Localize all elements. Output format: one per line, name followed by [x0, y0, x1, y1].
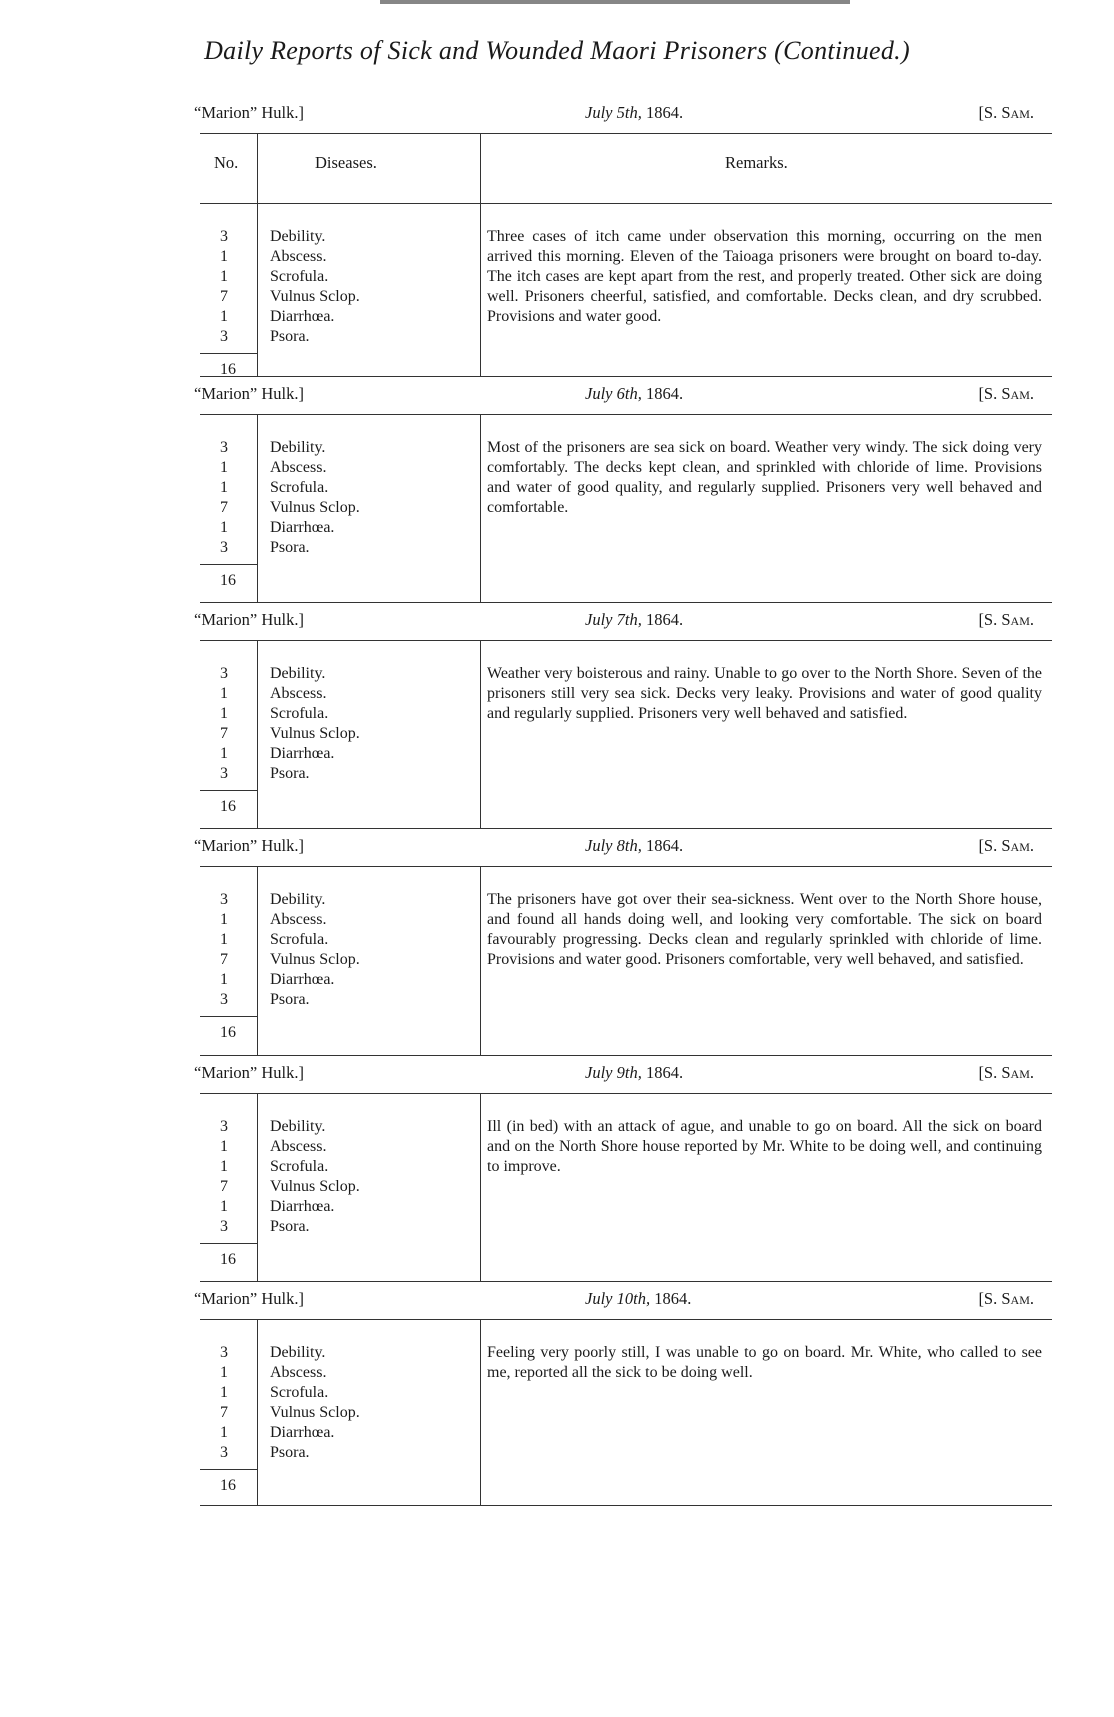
ship-name: “Marion” Hulk.] [194, 103, 304, 122]
ship-name: “Marion” Hulk.] [194, 1063, 304, 1082]
disease-name: Psora. [270, 1218, 310, 1235]
remarks-text: Feeling very poorly still, I was unable to go on board. Mr. White, who called to see me, reported all the sick to be doing well. [487, 1344, 1042, 1381]
case-count: 1 [220, 479, 228, 496]
column-divider-no [257, 866, 258, 1055]
block-end-rule [200, 1505, 1052, 1506]
ship-name: “Marion” Hulk.] [194, 1289, 304, 1308]
remarks-text: Ill (in bed) with an attack of ague, and unable to go on board. All the sick on board and on the North Shore house reported by Mr. White to be doing well, and continuing to improve. [487, 1118, 1042, 1175]
disease-name: Scrofula. [270, 705, 329, 722]
surgeon-signature [978, 1289, 1034, 1309]
surgeon-signature [978, 610, 1034, 630]
remarks-text: Weather very boisterous and rainy. Unable to go over to the North Shore. Seven of the prisoners still very sea sick. Decks very leaky. Provisions and water of good quality and regularly supplied. Prisoners very well behaved and satisfied. [487, 665, 1042, 722]
case-counts [220, 227, 260, 347]
column-divider-no [257, 640, 258, 828]
case-counts [220, 664, 260, 784]
surgeon-signature [978, 1063, 1034, 1083]
block-end-rule [200, 376, 1052, 377]
report-date [585, 836, 683, 856]
case-count: 3 [220, 991, 228, 1008]
report-date-day: July 5th, [585, 103, 642, 122]
header-rule [200, 1319, 1052, 1320]
sum-rule [200, 1243, 257, 1244]
total-count: 16 [220, 1251, 236, 1268]
column-divider-remarks [480, 1319, 481, 1505]
case-count: 1 [220, 519, 228, 536]
sum-rule [200, 1469, 257, 1470]
header-rule [200, 133, 1052, 134]
report-date [585, 610, 683, 630]
report-header [194, 836, 1052, 860]
case-count: 3 [220, 1344, 228, 1361]
signature-initial: [S. [978, 1063, 998, 1082]
block-end-rule [200, 602, 1052, 603]
disease-name: Diarrhœa. [270, 519, 335, 536]
report-date-day: July 10th, [585, 1289, 651, 1308]
disease-name: Psora. [270, 1444, 310, 1461]
case-count: 1 [220, 248, 228, 265]
header-rule [200, 640, 1052, 641]
disease-name: Diarrhœa. [270, 745, 335, 762]
case-count: 1 [220, 1138, 228, 1155]
disease-name: Vulnus Sclop. [270, 499, 360, 516]
disease-name: Debility. [270, 1344, 326, 1361]
header-rule [200, 1093, 1052, 1094]
disease-name: Abscess. [270, 1364, 327, 1381]
signature-name: Sam. [1001, 610, 1034, 629]
report-header [194, 103, 1052, 127]
disease-name: Scrofula. [270, 268, 329, 285]
report-date [585, 384, 683, 404]
disease-name: Scrofula. [270, 1384, 329, 1401]
disease-list [270, 1117, 470, 1237]
case-count: 7 [220, 499, 228, 516]
disease-name: Psora. [270, 539, 310, 556]
signature-name: Sam. [1001, 1063, 1034, 1082]
total-count: 16 [220, 798, 236, 815]
disease-name: Scrofula. [270, 479, 329, 496]
header-rule [200, 866, 1052, 867]
report-date-day: July 6th, [585, 384, 642, 403]
signature-initial: [S. [978, 836, 998, 855]
case-count: 1 [220, 685, 228, 702]
column-divider-no [257, 414, 258, 602]
disease-name: Diarrhœa. [270, 1424, 335, 1441]
disease-name: Abscess. [270, 248, 327, 265]
disease-name: Diarrhœa. [270, 971, 335, 988]
report-header [194, 384, 1052, 408]
case-counts [220, 1117, 260, 1237]
case-count: 1 [220, 1158, 228, 1175]
case-count: 7 [220, 1178, 228, 1195]
remarks-text: Most of the prisoners are sea sick on board. Weather very windy. The sick doing very comfortably. The decks kept clean, and sprinkled with chloride of lime. Provisions and water of good quality, and regularly supplied. Prisoners very well behaved and comfortable. [487, 439, 1042, 516]
report-date-day: July 9th, [585, 1063, 642, 1082]
column-divider-remarks [480, 640, 481, 828]
case-count: 1 [220, 971, 228, 988]
block-end-rule [200, 828, 1052, 829]
report-date-year: 1864. [645, 384, 684, 403]
report-date-year: 1864. [645, 836, 684, 855]
case-count: 7 [220, 951, 228, 968]
disease-list [270, 1343, 470, 1463]
case-count: 3 [220, 439, 228, 456]
case-count: 1 [220, 1198, 228, 1215]
case-count: 3 [220, 891, 228, 908]
case-count: 7 [220, 288, 228, 305]
case-count: 1 [220, 308, 228, 325]
disease-list [270, 438, 470, 558]
block-end-rule [200, 1281, 1052, 1282]
disease-name: Abscess. [270, 459, 327, 476]
report-date [585, 1289, 691, 1309]
signature-initial: [S. [978, 610, 998, 629]
signature-initial: [S. [978, 103, 998, 122]
case-count: 3 [220, 539, 228, 556]
column-divider-no [257, 133, 258, 376]
column-heading-rule [200, 203, 1052, 204]
report-date-year: 1864. [645, 610, 684, 629]
total-count: 16 [220, 572, 236, 589]
remarks-text: The prisoners have got over their sea-sickness. Went over to the North Shore house, and found all hands doing well, and looking very comfortable. The sick on board favourably progressing. Decks clean and regularly sprinkled with chloride of lime. Provisions and water good. Prisoners comfortable, very well behaved, and satisfied. [487, 891, 1042, 968]
signature-name: Sam. [1001, 103, 1034, 122]
disease-name: Diarrhœa. [270, 308, 335, 325]
case-count: 1 [220, 268, 228, 285]
report-header [194, 610, 1052, 634]
ship-name: “Marion” Hulk.] [194, 610, 304, 629]
case-count: 1 [220, 459, 228, 476]
column-divider-remarks [480, 866, 481, 1055]
disease-name: Debility. [270, 665, 326, 682]
disease-name: Vulnus Sclop. [270, 1178, 360, 1195]
disease-name: Vulnus Sclop. [270, 725, 360, 742]
column-heading-remarks: Remarks. [725, 153, 788, 172]
column-divider-no [257, 1093, 258, 1281]
case-count: 1 [220, 745, 228, 762]
case-count: 1 [220, 1364, 228, 1381]
column-divider-remarks [480, 133, 481, 376]
block-end-rule [200, 1055, 1052, 1056]
case-count: 1 [220, 931, 228, 948]
total-count: 16 [220, 1477, 236, 1494]
case-count: 1 [220, 911, 228, 928]
disease-name: Abscess. [270, 911, 327, 928]
column-heading-diseases: Diseases. [315, 153, 377, 172]
disease-name: Vulnus Sclop. [270, 1404, 360, 1421]
case-count: 1 [220, 1424, 228, 1441]
disease-name: Vulnus Sclop. [270, 951, 360, 968]
disease-name: Debility. [270, 891, 326, 908]
case-counts [220, 890, 260, 1010]
sum-rule [200, 790, 257, 791]
surgeon-signature [978, 384, 1034, 404]
report-date-year: 1864. [654, 1289, 692, 1308]
signature-name: Sam. [1001, 836, 1034, 855]
disease-name: Debility. [270, 228, 326, 245]
disease-name: Psora. [270, 991, 310, 1008]
disease-list [270, 227, 470, 347]
disease-name: Debility. [270, 439, 326, 456]
signature-initial: [S. [978, 1289, 998, 1308]
report-date-day: July 8th, [585, 836, 642, 855]
header-rule [200, 414, 1052, 415]
signature-name: Sam. [1001, 384, 1034, 403]
total-count: 16 [220, 361, 236, 378]
case-count: 1 [220, 1384, 228, 1401]
case-count: 3 [220, 665, 228, 682]
disease-name: Abscess. [270, 1138, 327, 1155]
report-date [585, 1063, 683, 1083]
disease-name: Scrofula. [270, 931, 329, 948]
remarks-text: Three cases of itch came under observation this morning, occurring on the men arrived this morning. Eleven of the Taioaga prisoners were brought on board to-day. The itch cases are kept apart from the rest, and properly treated. Other sick are doing well. Prisoners cheerful, satisfied, and comfortable. Decks clean, and dry scrubbed. Provisions and water good. [487, 228, 1042, 325]
disease-list [270, 664, 470, 784]
disease-list [270, 890, 470, 1010]
case-count: 3 [220, 765, 228, 782]
surgeon-signature [978, 103, 1034, 123]
report-date-year: 1864. [645, 1063, 684, 1082]
disease-name: Vulnus Sclop. [270, 288, 360, 305]
report-date-day: July 7th, [585, 610, 642, 629]
page-title: Daily Reports of Sick and Wounded Maori Prisoners (Continued.) [204, 36, 910, 65]
case-counts [220, 438, 260, 558]
case-count: 3 [220, 1444, 228, 1461]
reports-table [194, 0, 1052, 1717]
disease-name: Abscess. [270, 685, 327, 702]
signature-name: Sam. [1001, 1289, 1034, 1308]
disease-name: Psora. [270, 328, 310, 345]
case-count: 7 [220, 1404, 228, 1421]
report-date [585, 103, 683, 123]
surgeon-signature [978, 836, 1034, 856]
column-divider-no [257, 1319, 258, 1505]
report-date-year: 1864. [645, 103, 684, 122]
sum-rule [200, 353, 257, 354]
case-count: 3 [220, 328, 228, 345]
case-count: 1 [220, 705, 228, 722]
report-header [194, 1289, 1052, 1313]
column-heading-no: No. [214, 153, 239, 172]
ship-name: “Marion” Hulk.] [194, 384, 304, 403]
disease-name: Debility. [270, 1118, 326, 1135]
ship-name: “Marion” Hulk.] [194, 836, 304, 855]
disease-name: Diarrhœa. [270, 1198, 335, 1215]
signature-initial: [S. [978, 384, 998, 403]
report-header [194, 1063, 1052, 1087]
column-divider-remarks [480, 414, 481, 602]
case-count: 7 [220, 725, 228, 742]
column-divider-remarks [480, 1093, 481, 1281]
case-count: 3 [220, 228, 228, 245]
case-counts [220, 1343, 260, 1463]
sum-rule [200, 1016, 257, 1017]
disease-name: Psora. [270, 765, 310, 782]
case-count: 3 [220, 1218, 228, 1235]
total-count: 16 [220, 1024, 236, 1041]
sum-rule [200, 564, 257, 565]
disease-name: Scrofula. [270, 1158, 329, 1175]
case-count: 3 [220, 1118, 228, 1135]
